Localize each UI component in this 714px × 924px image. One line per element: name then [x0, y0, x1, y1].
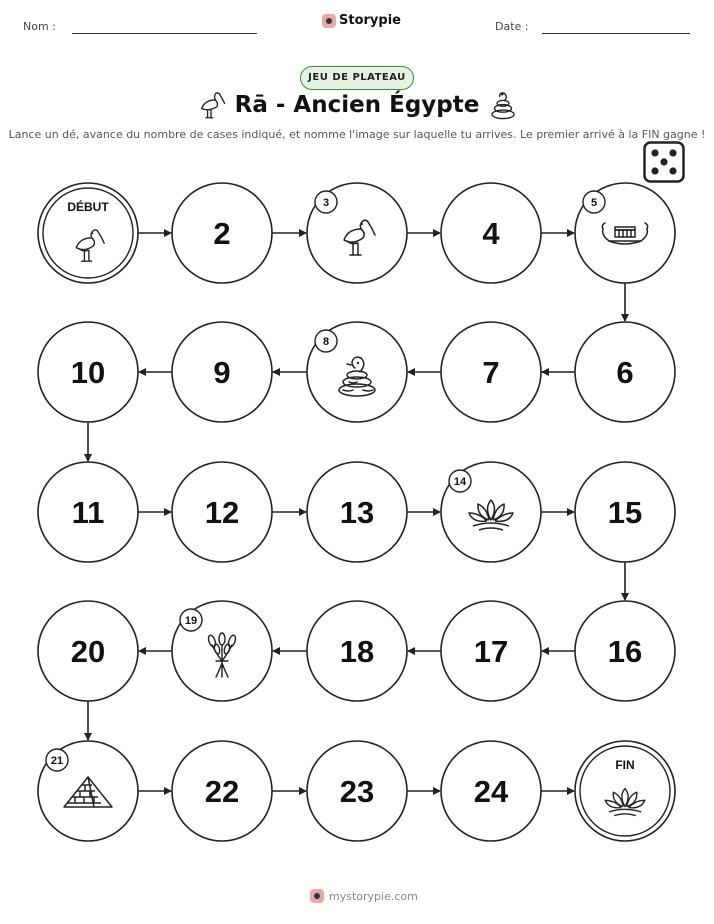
brand-name: Storypie — [339, 13, 401, 28]
start-space[interactable] — [38, 183, 138, 283]
board-space[interactable] — [441, 462, 541, 562]
end-space[interactable] — [575, 741, 675, 841]
board-space[interactable] — [441, 741, 541, 841]
board-space[interactable] — [307, 462, 407, 562]
board-space[interactable] — [38, 601, 138, 701]
space-number: 5 — [590, 197, 598, 209]
space-number: 3 — [322, 197, 330, 209]
space-number: 15 — [607, 495, 643, 530]
board-space[interactable] — [38, 322, 138, 422]
board-space[interactable] — [38, 741, 138, 841]
space-number: 17 — [473, 634, 509, 669]
space-number: 9 — [213, 355, 231, 390]
space-number: 18 — [339, 634, 375, 669]
space-number: 10 — [70, 355, 106, 390]
board-space[interactable] — [172, 601, 272, 701]
space-number: 21 — [50, 755, 64, 767]
board-space[interactable] — [172, 741, 272, 841]
date-label: Date : — [495, 20, 529, 33]
board-space[interactable] — [307, 741, 407, 841]
board-space[interactable] — [441, 601, 541, 701]
game-type-badge: JEU DE PLATEAU — [300, 66, 414, 90]
space-number: 2 — [213, 216, 231, 251]
end-label: FIN — [615, 758, 635, 772]
board-space[interactable] — [575, 322, 675, 422]
board-space[interactable] — [172, 462, 272, 562]
board-space[interactable] — [38, 462, 138, 562]
board-space[interactable] — [172, 322, 272, 422]
space-number: 11 — [71, 495, 105, 530]
space-number: 14 — [453, 476, 467, 488]
footer-url[interactable]: mystorypie.com — [329, 889, 418, 903]
instructions: Lance un dé, avance du nombre de cases indiqué, et nomme l'image sur laquelle tu arrives. Le premier arrivé à la FIN gagne ! — [8, 128, 706, 141]
space-circle — [575, 741, 675, 841]
board-space[interactable] — [575, 462, 675, 562]
space-number: 8 — [322, 336, 330, 348]
board-space[interactable] — [441, 183, 541, 283]
space-number: 19 — [184, 615, 198, 627]
space-number: 6 — [616, 355, 634, 390]
space-number: 7 — [482, 355, 500, 390]
storypie-icon — [310, 889, 324, 903]
space-number: 22 — [204, 774, 240, 809]
space-number: 13 — [339, 495, 375, 530]
space-number: 12 — [204, 495, 240, 530]
board-space[interactable] — [575, 183, 675, 283]
space-number: 16 — [607, 634, 643, 669]
space-number: 4 — [482, 216, 500, 251]
space-number: 20 — [70, 634, 106, 669]
name-label: Nom : — [23, 20, 56, 33]
board-space[interactable] — [575, 601, 675, 701]
page-title: Rā - Ancien Égypte — [234, 92, 480, 118]
board-space[interactable] — [172, 183, 272, 283]
board-space[interactable] — [441, 322, 541, 422]
board-space[interactable] — [307, 322, 407, 422]
board-space[interactable] — [307, 601, 407, 701]
board-space[interactable] — [307, 183, 407, 283]
footer — [310, 889, 418, 903]
space-circle — [38, 183, 138, 283]
space-number: 23 — [339, 774, 375, 809]
start-label: DÉBUT — [67, 200, 109, 214]
space-number: 24 — [473, 774, 509, 809]
